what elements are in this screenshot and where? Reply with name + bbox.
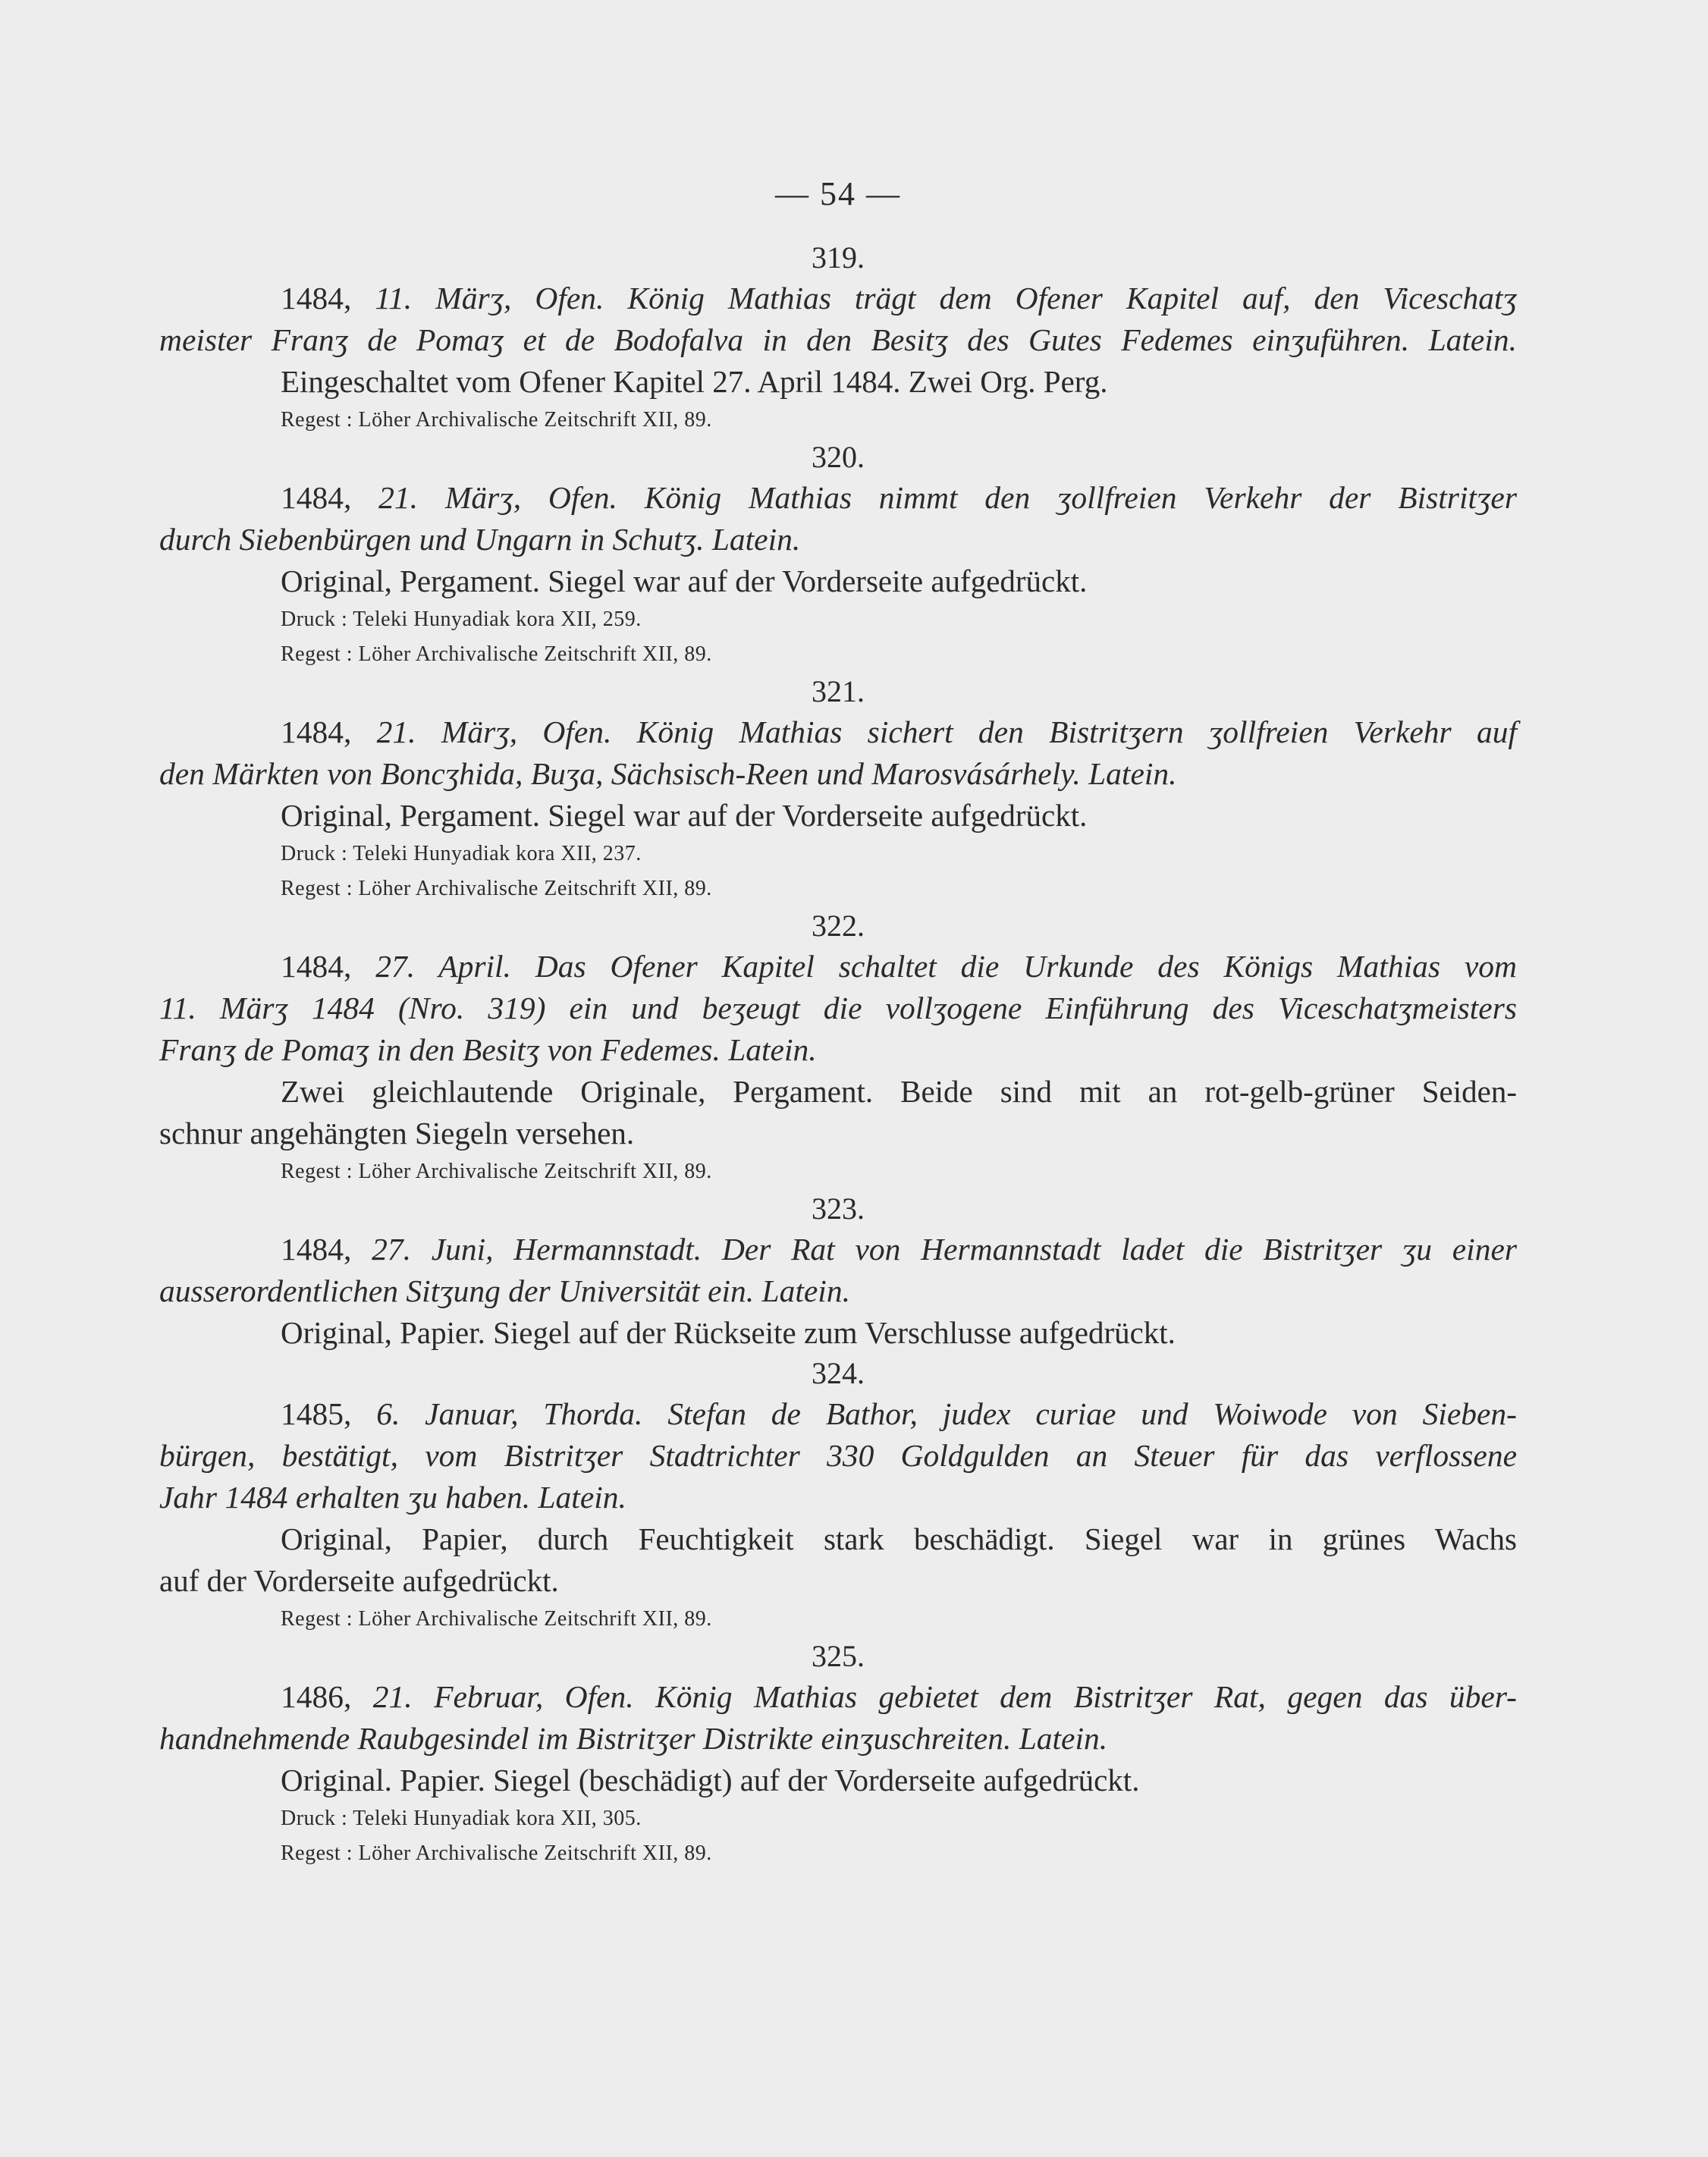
heading-line-2: 11. Märʒ 1484 (Nro. 319) ein und beʒeugt die vollʒogene Einführung des Viceschatʒmeisters: [159, 991, 1517, 1025]
original-line-1: Original, Papier, durch Feuchtigkeit stark beschädigt. Siegel war in grünes Wachs: [281, 1521, 1517, 1556]
heading-line-3: Jahr 1484 erhalten ʒu haben. Latein.: [159, 1480, 626, 1515]
heading-line-1: 1484, 11. Märʒ, Ofen. König Mathias trägt dem Ofener Kapitel auf, den Viceschatʒ: [281, 281, 1518, 316]
reference-druck: Druck : Teleki Hunyadiak kora XII, 237.: [281, 842, 642, 865]
reference-regest: Regest : Löher Archivalische Zeitschrift XII, 89.: [281, 1841, 712, 1865]
heading-line-2: ausserordentlichen Sitʒung der Universität ein. Latein.: [159, 1273, 850, 1308]
entry-date: 1484,: [281, 480, 352, 515]
heading-line-1: 1486, 21. Februar, Ofen. König Mathias gebietet dem Bistritʒer Rat, gegen das über-: [281, 1679, 1517, 1714]
entry-date: 1484,: [281, 281, 352, 316]
entry-heading: [159, 1229, 1517, 1312]
entry-heading: [159, 477, 1517, 560]
original-note: Original, Pergament. Siegel war auf der Vorderseite aufgedrückt.: [281, 564, 1088, 598]
original-note: Original. Papier. Siegel (beschädigt) auf der Vorderseite aufgedrückt.: [281, 1763, 1140, 1798]
reference-druck: Druck : Teleki Hunyadiak kora XII, 259.: [281, 608, 642, 631]
original-line-1: Zwei gleichlautende Originale, Pergament. Beide sind mit an rot-gelb-grüner Seiden-: [281, 1074, 1517, 1109]
entry-number: 319.: [812, 240, 865, 275]
entry-heading: [159, 711, 1517, 795]
entry-323: [159, 1189, 1517, 1354]
page-content: [159, 171, 1517, 1871]
entry-319: [159, 238, 1517, 438]
reference-regest: Regest : Löher Archivalische Zeitschrift XII, 89.: [281, 1160, 712, 1183]
heading-line-2: bürgen, bestätigt, vom Bistritʒer Stadtrichter 330 Goldgulden an Steuer für das verflossene: [159, 1438, 1517, 1473]
page-number: — 54 —: [775, 175, 901, 212]
entry-322: [159, 906, 1517, 1189]
entry-320: [159, 438, 1517, 672]
heading-line-1: 1485, 6. Januar, Thorda. Stefan de Bathor, judex curiae und Woiwode von Sieben-: [281, 1396, 1517, 1431]
original-note: [159, 1518, 1517, 1602]
reference-regest: Regest : Löher Archivalische Zeitschrift XII, 89.: [281, 408, 712, 432]
entry-date: 1486,: [281, 1679, 352, 1714]
entry-date: 1484,: [281, 714, 352, 749]
heading-line-1: 1484, 27. April. Das Ofener Kapitel schaltet die Urkunde des Königs Mathias vom: [281, 949, 1518, 984]
heading-line-2: meister Franʒ de Pomaʒ et de Bodofalva in den Besitʒ des Gutes Fedemes einʒuführen. Latein.: [159, 322, 1517, 357]
heading-line-1: 1484, 21. Märʒ, Ofen. König Mathias sichert den Bistritʒern ʒollfreien Verkehr auf: [281, 714, 1518, 749]
entry-heading: [159, 278, 1517, 361]
reference-regest: Regest : Löher Archivalische Zeitschrift XII, 89.: [281, 1607, 712, 1631]
entry-heading: [159, 946, 1517, 1071]
entry-number: 323.: [812, 1192, 865, 1226]
entry-324: [159, 1354, 1517, 1637]
entry-325: [159, 1637, 1517, 1871]
entry-321: [159, 672, 1517, 906]
reference-regest: Regest : Löher Archivalische Zeitschrift XII, 89.: [281, 642, 712, 666]
heading-line-2: handnehmende Raubgesindel im Bistritʒer Distrikte einʒuschreiten. Latein.: [159, 1721, 1108, 1756]
entry-number: 322.: [812, 909, 865, 943]
heading-line-3: Franʒ de Pomaʒ in den Besitʒ von Fedemes. Latein.: [159, 1032, 817, 1067]
entry-number: 325.: [812, 1639, 865, 1673]
original-line-2: auf der Vorderseite aufgedrückt.: [159, 1563, 559, 1598]
original-note: Eingeschaltet vom Ofener Kapitel 27. April 1484. Zwei Org. Perg.: [281, 364, 1108, 399]
entry-number: 324.: [812, 1356, 865, 1390]
original-note: Original, Papier. Siegel auf der Rückseite zum Verschlusse aufgedrückt.: [281, 1315, 1176, 1350]
heading-line-2: den Märkten von Boncʒhida, Buʒa, Sächsisch-Reen und Marosvásárhely. Latein.: [159, 756, 1177, 791]
entry-date: 1485,: [281, 1396, 352, 1431]
original-line-2: schnur angehängten Siegeln versehen.: [159, 1116, 635, 1151]
reference-regest: Regest : Löher Archivalische Zeitschrift XII, 89.: [281, 877, 712, 900]
heading-line-2: durch Siebenbürgen und Ungarn in Schutʒ. Latein.: [159, 522, 801, 557]
reference-druck: Druck : Teleki Hunyadiak kora XII, 305.: [281, 1807, 642, 1830]
entry-date: 1484,: [281, 949, 352, 984]
original-note: [159, 1071, 1517, 1154]
entry-number: 321.: [812, 674, 865, 708]
original-note: Original, Pergament. Siegel war auf der Vorderseite aufgedrückt.: [281, 798, 1088, 833]
heading-line-1: 1484, 21. Märʒ, Ofen. König Mathias nimmt den ʒollfreien Verkehr der Bistritʒer: [281, 480, 1517, 515]
entry-number: 320.: [812, 440, 865, 474]
entry-heading: [159, 1393, 1517, 1518]
entry-heading: [159, 1676, 1517, 1760]
entry-date: 1484,: [281, 1232, 352, 1267]
heading-line-1: 1484, 27. Juni, Hermannstadt. Der Rat von Hermannstadt ladet die Bistritʒer ʒu einer: [281, 1232, 1518, 1267]
